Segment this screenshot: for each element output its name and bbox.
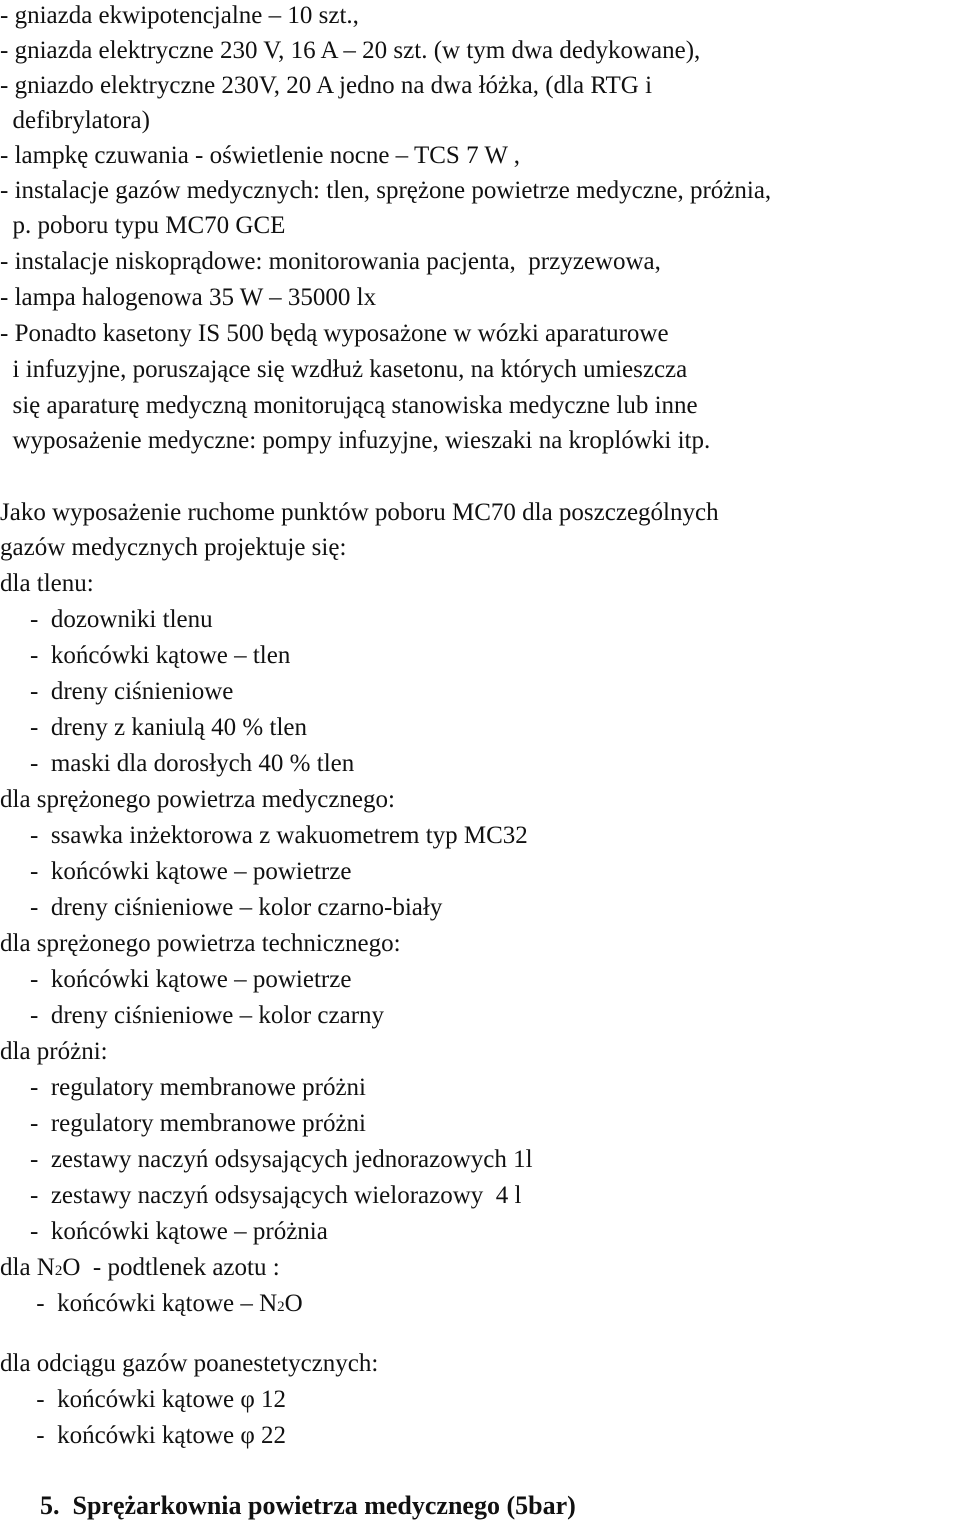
- list-item: - końcówki kątowe – tlen: [30, 642, 291, 669]
- group-title-technical-air: dla sprężonego powietrza technicznego:: [0, 930, 401, 957]
- n2o-title-post: O - podtlenek azotu :: [62, 1254, 280, 1281]
- list-item: - dreny ciśnieniowe – kolor czarny: [30, 1002, 385, 1029]
- list-item: [30, 1288, 303, 1323]
- list-item: - końcówki kątowe φ 12: [30, 1386, 287, 1413]
- n2o-item-subscript: 2: [277, 1299, 285, 1315]
- text-line: p. poboru typu MC70 GCE: [0, 212, 286, 239]
- list-item: - końcówki kątowe – próżnia: [30, 1218, 328, 1245]
- list-item: - zestawy naczyń odsysających wielorazowy 4 l: [30, 1182, 522, 1209]
- text-line: - Ponadto kasetony IS 500 będą wyposażone w wózki aparaturowe: [0, 320, 669, 347]
- text-line: - instalacje niskoprądowe: monitorowania pacjenta, przyzewowa,: [0, 248, 661, 275]
- group-title-anesthetic: dla odciągu gazów poanestetycznych:: [0, 1350, 379, 1377]
- list-item: - końcówki kątowe φ 22: [30, 1422, 287, 1449]
- list-item: - maski dla dorosłych 40 % tlen: [30, 750, 355, 777]
- paragraph-line: gazów medycznych projektuje się:: [0, 534, 347, 561]
- text-line: defibrylatora): [0, 107, 150, 134]
- group-title-medical-air: dla sprężonego powietrza medycznego:: [0, 786, 395, 813]
- text-line: - gniazda elektryczne 230 V, 16 A – 20 szt. (w tym dwa dedykowane),: [0, 37, 701, 64]
- n2o-item-pre: - końcówki kątowe – N: [30, 1290, 278, 1317]
- group-title-n2o: [0, 1252, 280, 1287]
- text-line: - gniazda ekwipotencjalne – 10 szt.,: [0, 2, 359, 29]
- list-item: - końcówki kątowe – powietrze: [30, 966, 352, 993]
- list-item: - ssawka inżektorowa z wakuometrem typ MC32: [30, 822, 528, 849]
- text-line: wyposażenie medyczne: pompy infuzyjne, wieszaki na kroplówki itp.: [0, 427, 711, 454]
- list-item: - końcówki kątowe – powietrze: [30, 858, 352, 885]
- text-line: i infuzyjne, poruszające się wzdłuż kasetonu, na których umieszcza: [0, 356, 688, 383]
- group-title-oxygen: dla tlenu:: [0, 570, 94, 597]
- list-item: - dreny ciśnieniowe: [30, 678, 234, 705]
- text-line: - lampa halogenowa 35 W – 35000 lx: [0, 284, 377, 311]
- n2o-item-post: O: [284, 1290, 303, 1317]
- list-item: - regulatory membranowe próżni: [30, 1110, 366, 1137]
- list-item: - dreny ciśnieniowe – kolor czarno-biały: [30, 894, 443, 921]
- paragraph-line: Jako wyposażenie ruchome punktów poboru MC70 dla poszczególnych: [0, 499, 719, 526]
- group-title-vacuum: dla próżni:: [0, 1038, 108, 1065]
- n2o-title-subscript: 2: [54, 1263, 63, 1279]
- text-line: - gniazdo elektryczne 230V, 20 A jedno na dwa łóżka, (dla RTG i: [0, 72, 653, 99]
- text-line: - lampkę czuwania - oświetlenie nocne – TCS 7 W ,: [0, 142, 521, 169]
- list-item: - zestawy naczyń odsysających jednorazowych 1l: [30, 1146, 533, 1173]
- list-item: - dreny z kaniulą 40 % tlen: [30, 714, 307, 741]
- text-line: - instalacje gazów medycznych: tlen, sprężone powietrze medyczne, próżnia,: [0, 177, 772, 204]
- list-item: - regulatory membranowe próżni: [30, 1074, 366, 1101]
- list-item: - dozowniki tlenu: [30, 606, 213, 633]
- text-line: się aparaturę medyczną monitorującą stanowiska medyczne lub inne: [0, 392, 698, 419]
- section-heading: 5. Sprężarkownia powietrza medycznego (5bar): [40, 1491, 576, 1520]
- n2o-title-pre: dla N: [0, 1254, 55, 1281]
